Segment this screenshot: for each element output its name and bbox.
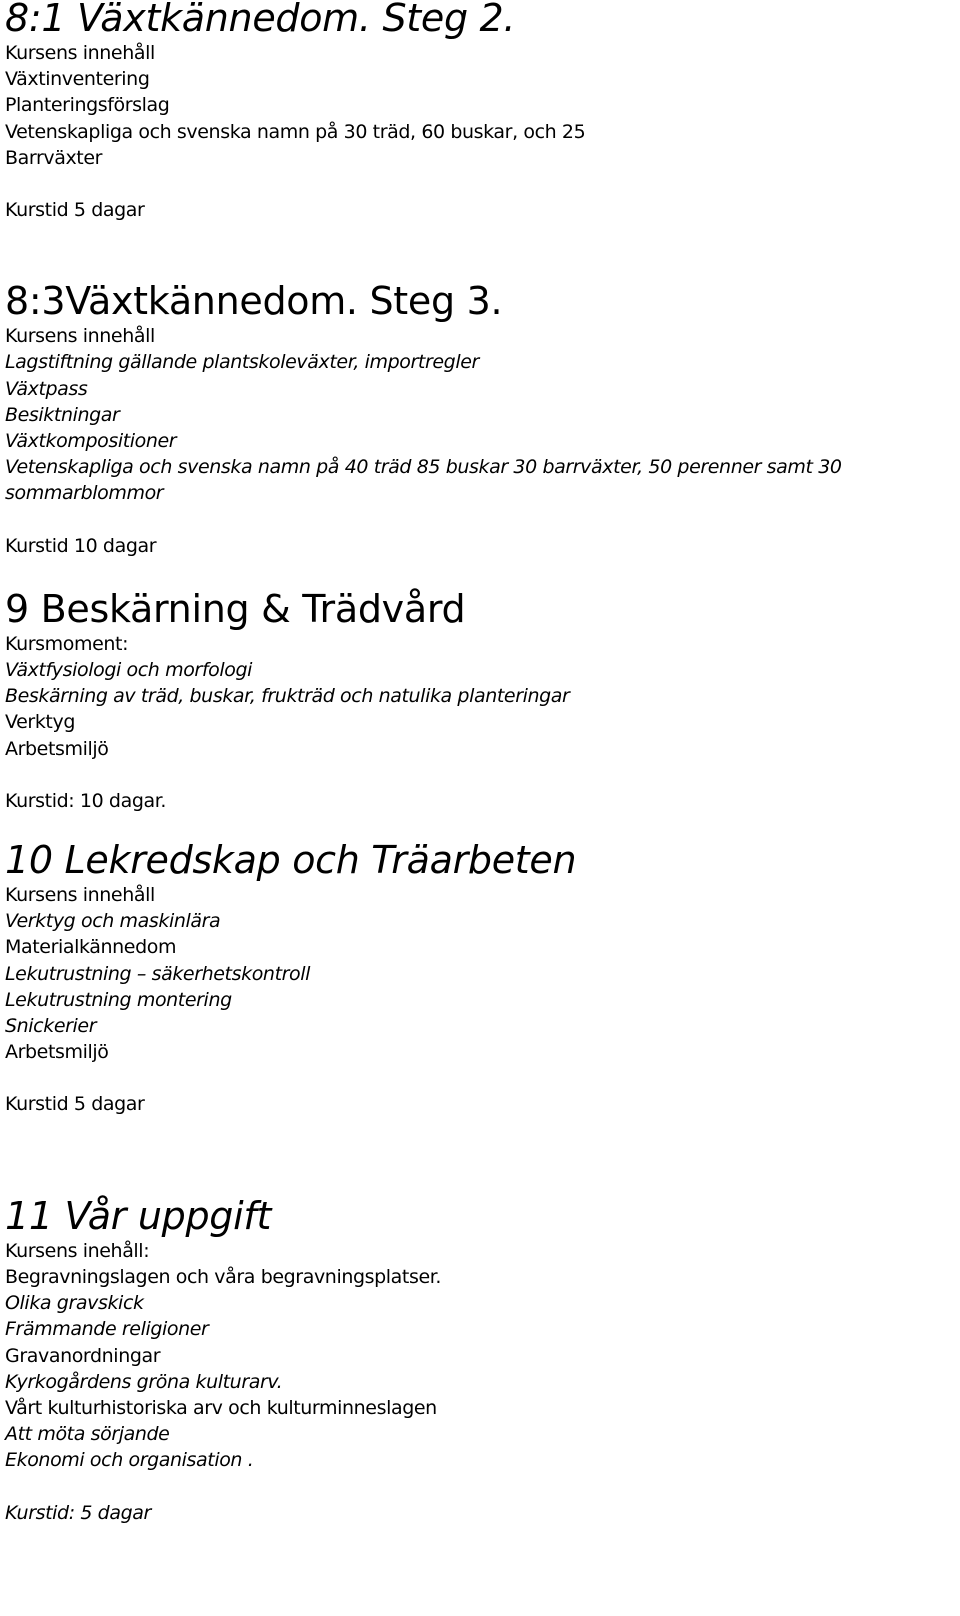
list-item: Arbetsmiljö bbox=[5, 737, 109, 760]
section-beskarning-tradvard bbox=[5, 587, 955, 814]
section-intro: Kursens innehåll bbox=[5, 42, 155, 64]
list-item: Att möta sörjande bbox=[5, 1423, 170, 1446]
section-title: 8:3Växtkännedom. Steg 3. bbox=[5, 279, 503, 324]
section-vaxtkannedom-steg-3 bbox=[5, 279, 955, 559]
section-vaxtkannedom-steg-2 bbox=[5, 0, 955, 223]
course-duration: Kurstid 5 dagar bbox=[5, 1093, 145, 1116]
list-item: Lekutrustning – säkerhetskontroll bbox=[5, 962, 311, 985]
list-item: Växtfysiologi och morfologi bbox=[5, 659, 252, 682]
course-duration: Kurstid: 5 dagar bbox=[5, 1501, 151, 1524]
list-item: Verktyg bbox=[5, 711, 75, 734]
list-item: Växtpass bbox=[5, 377, 88, 400]
list-item: sommarblommor bbox=[5, 482, 164, 505]
course-duration: Kurstid: 10 dagar. bbox=[5, 789, 167, 812]
section-lekredskap-traarbeten bbox=[5, 838, 955, 1118]
list-item: Kyrkogårdens gröna kulturarv. bbox=[5, 1370, 283, 1393]
list-item: Arbetsmiljö bbox=[5, 1041, 109, 1064]
document-page bbox=[5, 0, 955, 1526]
list-item: Växtinventering bbox=[5, 68, 150, 91]
section-intro: Kursens innehåll bbox=[5, 325, 155, 348]
list-item: Verktyg och maskinlära bbox=[5, 910, 221, 933]
list-item: Växtkompositioner bbox=[5, 430, 177, 453]
list-item: Främmande religioner bbox=[5, 1318, 209, 1341]
section-var-uppgift bbox=[5, 1194, 955, 1526]
section-title: 11 Vår uppgift bbox=[5, 1193, 272, 1238]
list-item: Begravningslagen och våra begravningsplatser. bbox=[5, 1265, 442, 1288]
list-item: Gravanordningar bbox=[5, 1344, 161, 1367]
section-intro: Kursens inehåll: bbox=[5, 1239, 150, 1262]
list-item: Planteringsförslag bbox=[5, 94, 170, 117]
list-item: Barrväxter bbox=[5, 146, 103, 169]
list-item: Vetenskapliga och svenska namn på 30 träd, 60 buskar, och 25 bbox=[5, 120, 586, 143]
list-item: Vetenskapliga och svenska namn på 40 träd 85 buskar 30 barrväxter, 50 perenner samt 30 bbox=[5, 456, 842, 479]
section-intro: Kursens innehåll bbox=[5, 884, 155, 907]
list-item: Lagstiftning gällande plantskoleväxter, importregler bbox=[5, 351, 479, 374]
list-item: Snickerier bbox=[5, 1015, 97, 1038]
list-item: Vårt kulturhistoriska arv och kulturminneslagen bbox=[5, 1396, 437, 1419]
list-item: Beskärning av träd, buskar, frukträd och natulika planteringar bbox=[5, 685, 570, 708]
list-item: Ekonomi och organisation . bbox=[5, 1449, 254, 1472]
list-item: Materialkännedom bbox=[5, 936, 177, 959]
section-intro: Kursmoment: bbox=[5, 632, 129, 655]
list-item: Olika gravskick bbox=[5, 1292, 144, 1315]
course-duration: Kurstid 5 dagar bbox=[5, 199, 145, 222]
section-title: 9 Beskärning & Trädvård bbox=[5, 586, 466, 631]
list-item: Besiktningar bbox=[5, 403, 120, 426]
section-title: 8:1 Växtkännedom. Steg 2. bbox=[5, 0, 516, 40]
section-title: 10 Lekredskap och Träarbeten bbox=[5, 838, 577, 883]
list-item: Lekutrustning montering bbox=[5, 988, 232, 1011]
course-duration: Kurstid 10 dagar bbox=[5, 534, 157, 557]
